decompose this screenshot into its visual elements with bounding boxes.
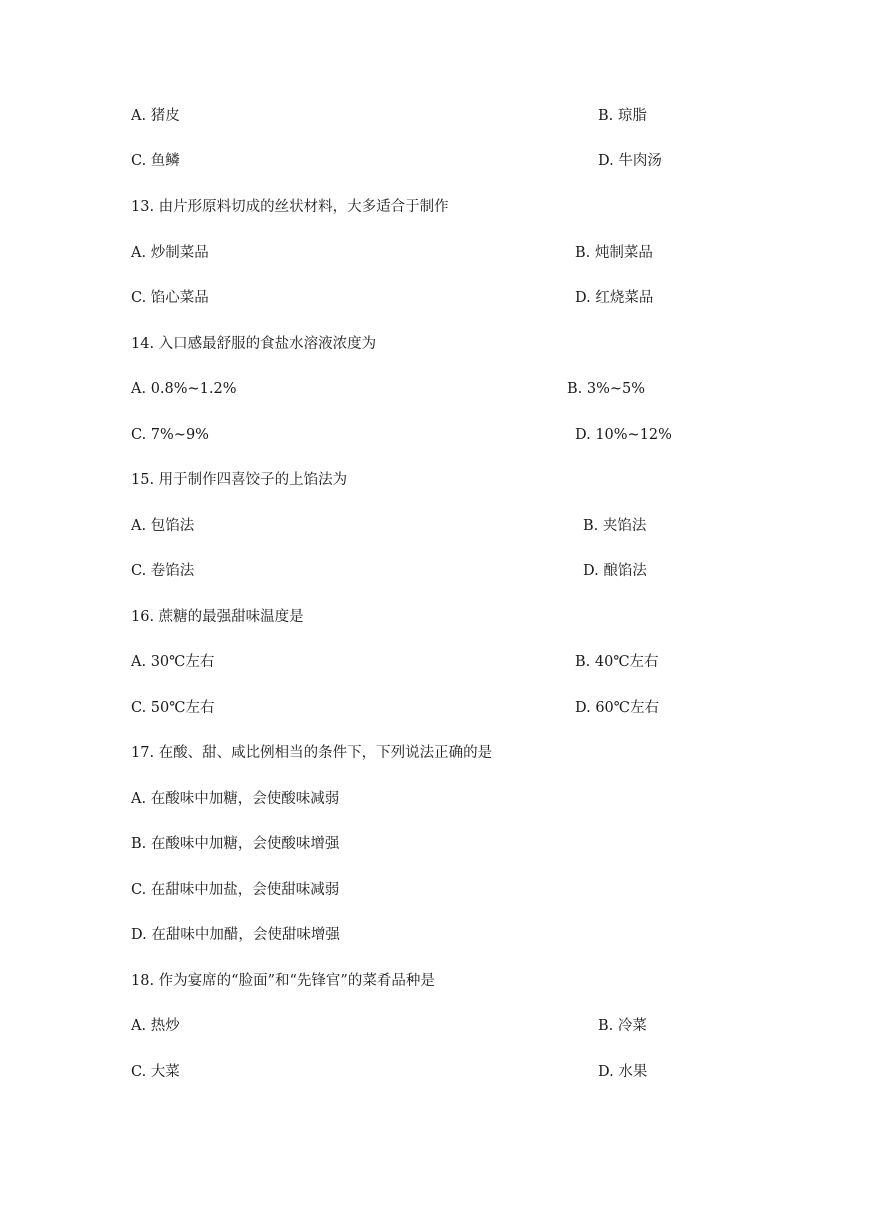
option-c-16: C. 50℃左右 [131,700,215,716]
option-c-13: C. 馅心菜品 [131,290,209,306]
option-b-12: B. 琼脂 [598,108,647,124]
question-15: 15. 用于制作四喜饺子的上馅法为 [131,472,348,488]
option-b-14: B. 3%~5% [567,381,646,397]
option-b-16: B. 40℃左右 [575,654,659,670]
option-c-17: C. 在甜味中加盐，会使甜味减弱 [131,882,340,898]
option-c-18: C. 大菜 [131,1064,180,1080]
option-b-15: B. 夹馅法 [583,518,647,534]
option-d-15: D. 酿馅法 [583,563,647,579]
question-18: 18. 作为宴席的“脸面”和“先锋官”的菜肴品种是 [131,973,435,989]
option-c-12: C. 鱼鳞 [131,153,180,169]
option-d-14: D. 10%~12% [575,427,672,443]
question-17: 17. 在酸、甜、咸比例相当的条件下，下列说法正确的是 [131,745,493,761]
option-c-14: C. 7%~9% [131,427,209,443]
option-d-18: D. 水果 [598,1064,648,1080]
option-a-14: A. 0.8%~1.2% [131,381,237,397]
option-a-13: A. 炒制菜品 [131,245,209,261]
option-a-17: A. 在酸味中加糖，会使酸味减弱 [131,791,340,807]
option-d-17: D. 在甜味中加醋，会使甜味增强 [131,927,340,943]
option-a-18: A. 热炒 [131,1018,180,1034]
question-13: 13. 由片形原料切成的丝状材料，大多适合于制作 [131,199,449,215]
option-d-16: D. 60℃左右 [575,700,659,716]
option-d-13: D. 红烧菜品 [575,290,654,306]
option-b-17: B. 在酸味中加糖，会使酸味增强 [131,836,340,852]
option-a-16: A. 30℃左右 [131,654,215,670]
option-b-18: B. 冷菜 [598,1018,647,1034]
option-b-13: B. 炖制菜品 [575,245,653,261]
option-c-15: C. 卷馅法 [131,563,195,579]
option-d-12: D. 牛肉汤 [598,153,662,169]
question-14: 14. 入口感最舒服的食盐水溶液浓度为 [131,336,377,352]
question-16: 16. 蔗糖的最强甜味温度是 [131,609,304,625]
option-a-15: A. 包馅法 [131,518,195,534]
option-a-12: A. 猪皮 [131,108,180,124]
